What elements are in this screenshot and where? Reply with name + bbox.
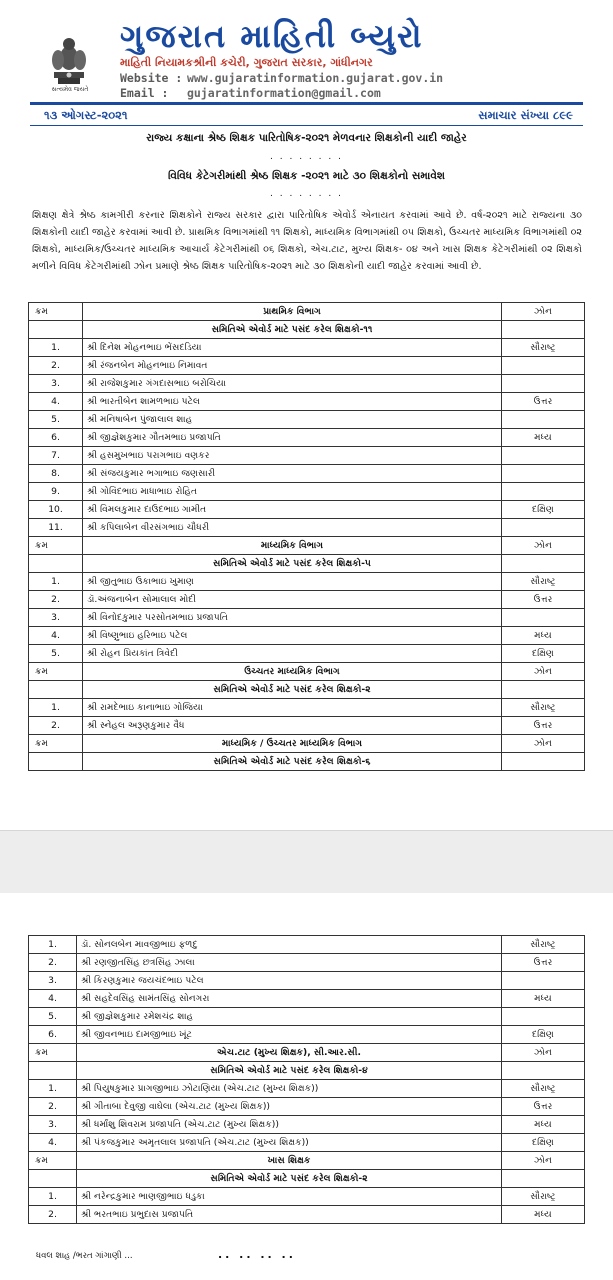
footer-signature: ધવલ શાહ /ભરત ગાંગાણી ...: [36, 1251, 133, 1261]
email-line: [120, 86, 381, 100]
header-rule-bottom: [30, 125, 583, 126]
teacher-name: શ્રી જીતુભાઇ ઉકાભાઇ ખુમાણ: [83, 573, 502, 591]
table-row: [29, 501, 585, 519]
blank-cell: [29, 555, 83, 573]
teacher-name: શ્રી જીવનભાઇ દામજીભાઇ ખૂંટ: [77, 1026, 502, 1044]
teacher-name: શ્રી મનિષાબેન પુંજાલાલ શાહ: [83, 411, 502, 429]
headline-main: રાજ્ય કક્ષાના શ્રેષ્ઠ શિક્ષક પારિતોષિક-૨૦૨૧ મેળવનાર શિક્ષકોની યાદી જાહેર: [146, 132, 467, 144]
email-link[interactable]: gujaratinformation@gmail.com: [186, 86, 381, 100]
row-number: 5.: [29, 645, 83, 663]
website-line: [120, 71, 443, 85]
row-number: 7.: [29, 447, 83, 465]
section-subtitle-row: [29, 681, 585, 699]
awardee-table-2: [28, 935, 585, 1224]
section-title: માધ્યમિક વિભાગ: [83, 537, 502, 555]
teacher-name: શ્રી દિનેશ મોહનભાઇ ભેંસદડિયા: [83, 339, 502, 357]
table-row: [29, 699, 585, 717]
teacher-name: શ્રી રાજેશકુમાર ગંગદાસભાઇ બરોચિયા: [83, 375, 502, 393]
release-date: ૧૩ ઓગસ્ટ-૨૦૨૧: [44, 108, 128, 122]
table-row: [29, 1116, 585, 1134]
blank-cell: [502, 555, 585, 573]
row-number: 2.: [29, 954, 77, 972]
section-title: પ્રાથમિક વિભાગ: [83, 303, 502, 321]
teacher-name: શ્રી પંકજકુમાર અમૃતલાલ પ્રજાપતિ (એચ.ટાટ (મુખ્ય શિક્ષક)): [77, 1134, 502, 1152]
release-number: સમાચાર સંખ્યા ૮૯૯: [478, 108, 573, 122]
table-row: [29, 339, 585, 357]
row-number: 9.: [29, 483, 83, 501]
website-label: Website :: [120, 71, 183, 85]
teacher-name: ડૉ.અંજનાબેન સોમાલાલ મોદી: [83, 591, 502, 609]
table-row: [29, 1026, 585, 1044]
table-row: [29, 972, 585, 990]
table-row: [29, 591, 585, 609]
zone-cell: દક્ષિણ: [502, 1134, 585, 1152]
section-title: માધ્યમિક / ઉચ્ચતર માધ્યમિક વિભાગ: [83, 735, 502, 753]
zone-cell: [502, 465, 585, 483]
zone-cell: મધ્ય: [502, 627, 585, 645]
teacher-name: શ્રી કપિલાબેન વીરસંગભાઇ ચૌધરી: [83, 519, 502, 537]
table-row: [29, 411, 585, 429]
section-title: ઉચ્ચતર માધ્યમિક વિભાગ: [83, 663, 502, 681]
zone-cell: [502, 609, 585, 627]
zone-cell: સૌરાષ્ટ્ર: [502, 699, 585, 717]
section-subtitle: સમિતિએ એવોર્ડ માટે પસંદ કરેલ શિક્ષકો-૫: [83, 555, 502, 573]
table-row: [29, 717, 585, 735]
zone-cell: ઉત્તર: [502, 393, 585, 411]
row-number: 3.: [29, 375, 83, 393]
row-number: 11.: [29, 519, 83, 537]
zone-cell: સૌરાષ્ટ્ર: [502, 1188, 585, 1206]
row-number: 4.: [29, 1134, 77, 1152]
teacher-name: શ્રી વિષ્ણુભાઇ હરિભાઇ પટેલ: [83, 627, 502, 645]
teacher-name: શ્રી સહદેવસિંહ સામંતસિંહ સોનગરા: [77, 990, 502, 1008]
zone-cell: મધ્ય: [502, 1116, 585, 1134]
table-row: [29, 447, 585, 465]
row-number: 8.: [29, 465, 83, 483]
separator-dots-2: . . . . . . . .: [270, 189, 343, 199]
table-row: [29, 429, 585, 447]
section-subtitle: સમિતિએ એવોર્ડ માટે પસંદ કરેલ શિક્ષકો-૨: [83, 681, 502, 699]
row-number: 10.: [29, 501, 83, 519]
row-number: 3.: [29, 972, 77, 990]
email-label: Email :: [120, 86, 169, 100]
column-header-no: ક્રમ: [29, 735, 83, 753]
teacher-name: શ્રી જીજ્ઞેશકુમાર રમેશચંદ્ર શાહ: [77, 1008, 502, 1026]
zone-cell: મધ્ય: [502, 990, 585, 1008]
teacher-name: શ્રી ધર્માંશુ શિવરામ પ્રજાપતિ (એચ.ટાટ (મુખ્ય શિક્ષક)): [77, 1116, 502, 1134]
column-header-no: ક્રમ: [29, 537, 83, 555]
teacher-name: શ્રી જીજ્ઞેશકુમાર ગૌતમભાઇ પ્રજાપતિ: [83, 429, 502, 447]
section-title: ખાસ શિક્ષક: [77, 1152, 502, 1170]
zone-cell: ઉત્તર: [502, 717, 585, 735]
column-header-zone: ઝોન: [502, 303, 585, 321]
table-row: [29, 393, 585, 411]
section-header-row: [29, 663, 585, 681]
section-subtitle-row: [29, 1170, 585, 1188]
section-subtitle: સમિતિએ એવોર્ડ માટે પસંદ કરેલ શિક્ષકો-૬: [83, 753, 502, 771]
section-subtitle: સમિતિએ એવોર્ડ માટે પસંદ કરેલ શિક્ષકો-૪: [77, 1062, 502, 1080]
teacher-name: શ્રી ભારતીબેન શામળભાઇ પટેલ: [83, 393, 502, 411]
zone-cell: દક્ષિણ: [502, 501, 585, 519]
section-subtitle: સમિતિએ એવોર્ડ માટે પસંદ કરેલ શિક્ષકો-૧૧: [83, 321, 502, 339]
row-number: 5.: [29, 411, 83, 429]
row-number: 5.: [29, 1008, 77, 1026]
zone-cell: ઉત્તર: [502, 591, 585, 609]
teacher-name: શ્રી ભરતભાઇ પ્રભુદાસ પ્રજાપતિ: [77, 1206, 502, 1224]
row-number: 6.: [29, 429, 83, 447]
zone-cell: સૌરાષ્ટ્ર: [502, 573, 585, 591]
teacher-name: શ્રી રામદેભાઇ કાનાભાઇ ગોજિયા: [83, 699, 502, 717]
teacher-name: શ્રી સંજયકુમાર ભગાભાઇ જણસારી: [83, 465, 502, 483]
teacher-name: શ્રી સ્નેહલ અરૂણકુમાર વૈધ: [83, 717, 502, 735]
row-number: 2.: [29, 357, 83, 375]
awardee-table-1: [28, 302, 585, 771]
zone-cell: સૌરાષ્ટ્ર: [502, 339, 585, 357]
table-row: [29, 375, 585, 393]
zone-cell: [502, 411, 585, 429]
blank-cell: [502, 1062, 585, 1080]
table-row: [29, 609, 585, 627]
row-number: 1.: [29, 573, 83, 591]
section-subtitle-row: [29, 753, 585, 771]
blank-cell: [502, 681, 585, 699]
teacher-name: શ્રી કિરણકુમાર જયચંદભાઇ પટેલ: [77, 972, 502, 990]
teacher-name: શ્રી રોહન પ્રિયકાંત ત્રિવેદી: [83, 645, 502, 663]
zone-cell: દક્ષિણ: [502, 1026, 585, 1044]
section-subtitle: સમિતિએ એવોર્ડ માટે પસંદ કરેલ શિક્ષકો-૨: [77, 1170, 502, 1188]
table-row: [29, 1098, 585, 1116]
row-number: 6.: [29, 1026, 77, 1044]
column-header-zone: ઝોન: [502, 663, 585, 681]
section-title: એચ.ટાટ (મુખ્ય શિક્ષક), સી.આર.સી.: [77, 1044, 502, 1062]
blank-cell: [502, 753, 585, 771]
row-number: 1.: [29, 1080, 77, 1098]
column-header-zone: ઝોન: [502, 537, 585, 555]
column-header-no: ક્રમ: [29, 1152, 77, 1170]
zone-cell: મધ્ય: [502, 1206, 585, 1224]
zone-cell: [502, 357, 585, 375]
zone-cell: [502, 483, 585, 501]
header-rule: [30, 102, 583, 105]
teacher-name: શ્રી ગોવિંદભાઇ માધાભાઇ રોહિત: [83, 483, 502, 501]
blank-cell: [29, 321, 83, 339]
ashoka-emblem-icon: [44, 28, 94, 92]
table-row: [29, 645, 585, 663]
table-row: [29, 1008, 585, 1026]
zone-cell: [502, 375, 585, 393]
table-row: [29, 1080, 585, 1098]
website-link[interactable]: www.gujaratinformation.gujarat.gov.in: [186, 71, 444, 85]
footer-dots: .. .. .. ..: [218, 1248, 296, 1261]
table-row: [29, 936, 585, 954]
zone-cell: [502, 972, 585, 990]
row-number: 4.: [29, 990, 77, 1008]
blank-cell: [29, 1062, 77, 1080]
row-number: 2.: [29, 591, 83, 609]
row-number: 3.: [29, 1116, 77, 1134]
table-row: [29, 465, 585, 483]
column-header-no: ક્રમ: [29, 663, 83, 681]
separator-dots: . . . . . . . .: [270, 152, 343, 162]
brand-title: ગુજરાત માહિતી બ્યુરો: [120, 17, 424, 55]
table-row: [29, 1188, 585, 1206]
row-number: 4.: [29, 627, 83, 645]
table-row: [29, 483, 585, 501]
column-header-no: ક્રમ: [29, 303, 83, 321]
section-subtitle-row: [29, 321, 585, 339]
teacher-name: શ્રી રણજીતસિંહ છત્રસિંહ ઝાલા: [77, 954, 502, 972]
intro-paragraph: શિક્ષણ ક્ષેત્રે શ્રેષ્ઠ કામગીરી કરનાર શિક્ષકોને રાજ્ય સરકાર દ્વારા પારિતોષિક એવોર્ડ એનાયત કરવામાં આવે છે. વર્ષ-૨૦૨૧ માટે રાજ્યના ૩૦ શિક્ષકોની યાદી જાહેર કરવામાં આવી છે. પ્રાથમિક વિભાગમાંથી ૧૧ શિક્ષકો, માધ્યમિક વિભાગમાંથી ૦૫ શિક્ષકો, ઉચ્ચતર માધ્યમિક વિભાગમાંથી ૦૨ શિક્ષકો, માધ્યમિક/ઉચ્ચતર માધ્યમિક આચાર્ય કેટેગરીમાંથી ૦૬ શિક્ષકો, એચ.ટાટ, મુખ્ય શિક્ષક- ૦૪ અને ખાસ શિક્ષક કેટેગરીમાંથી ૦૨ શિક્ષકો મળીને વિવિધ કેટેગરીમાંથી ઝોન પ્રમાણે શ્રેષ્ઠ શિક્ષક પારિતોષિક-૨૦૨૧ માટે ૩૦ શિક્ષકોની યાદી જાહેર કરવામાં આવી છે.: [32, 210, 582, 272]
zone-cell: દક્ષિણ: [502, 645, 585, 663]
section-header-row: [29, 537, 585, 555]
column-header-zone: ઝોન: [502, 1044, 585, 1062]
blank-cell: [502, 1170, 585, 1188]
teacher-name: ડૉ. સોનલબેન માવજીભાઇ ફળદુ: [77, 936, 502, 954]
row-number: 2.: [29, 1098, 77, 1116]
zone-cell: સૌરાષ્ટ્ર: [502, 1080, 585, 1098]
section-header-row: [29, 735, 585, 753]
teacher-name: શ્રી ગીતાબા દેવુજી વાઘેલા (એચ.ટાટ (મુખ્ય શિક્ષક)): [77, 1098, 502, 1116]
row-number: 2.: [29, 1206, 77, 1224]
blank-cell: [502, 321, 585, 339]
column-header-zone: ઝોન: [502, 1152, 585, 1170]
blank-cell: [29, 681, 83, 699]
teacher-name: શ્રી નરેન્દ્રકુમાર ભાણજીભાઇ ધડુકા: [77, 1188, 502, 1206]
headline-sub: વિવિધ કેટેગરીમાંથી શ્રેષ્ઠ શિક્ષક -૨૦૨૧ માટે ૩૦ શિક્ષકોનો સમાવેશ: [167, 170, 446, 182]
column-header-no: ક્રમ: [29, 1044, 77, 1062]
column-header-zone: ઝોન: [502, 735, 585, 753]
row-number: 1.: [29, 339, 83, 357]
zone-cell: સૌરાષ્ટ્ર: [502, 936, 585, 954]
row-number: 1.: [29, 1188, 77, 1206]
section-header-row: [29, 1152, 585, 1170]
emblem-caption: સત્યમેવ જયતે: [51, 86, 89, 93]
table-row: [29, 990, 585, 1008]
row-number: 2.: [29, 717, 83, 735]
zone-cell: [502, 1008, 585, 1026]
teacher-name: શ્રી વિનોદકુમાર પરસોતમભાઇ પ્રજાપતિ: [83, 609, 502, 627]
table-row: [29, 1134, 585, 1152]
zone-cell: ઉત્તર: [502, 954, 585, 972]
section-header-row: [29, 1044, 585, 1062]
table-row: [29, 1206, 585, 1224]
table-row: [29, 357, 585, 375]
table-row: [29, 954, 585, 972]
section-subtitle-row: [29, 555, 585, 573]
blank-cell: [29, 753, 83, 771]
office-subtitle: માહિતી નિયામકશ્રીની કચેરી, ગુજરાત સરકાર, ગાંધીનગર: [120, 56, 373, 69]
teacher-name: શ્રી રંજનબેન મોહનભાઇ નિમાવત: [83, 357, 502, 375]
row-number: 4.: [29, 393, 83, 411]
zone-cell: ઉત્તર: [502, 1098, 585, 1116]
section-header-row: [29, 303, 585, 321]
page-gap: [0, 830, 613, 894]
table-row: [29, 519, 585, 537]
teacher-name: શ્રી વિમલકુમાર દાઉદભાઇ ગામીત: [83, 501, 502, 519]
table-row: [29, 573, 585, 591]
zone-cell: મધ્ય: [502, 429, 585, 447]
teacher-name: શ્રી પિયુષકુમાર પ્રાગજીભાઇ ઝોટાણિયા (એચ.ટાટ (મુખ્ય શિક્ષક)): [77, 1080, 502, 1098]
row-number: 1.: [29, 699, 83, 717]
table-row: [29, 627, 585, 645]
blank-cell: [29, 1170, 77, 1188]
row-number: 1.: [29, 936, 77, 954]
zone-cell: [502, 447, 585, 465]
zone-cell: [502, 519, 585, 537]
row-number: 3.: [29, 609, 83, 627]
section-subtitle-row: [29, 1062, 585, 1080]
teacher-name: શ્રી હસમુખભાઇ પરાગભાઇ વણકર: [83, 447, 502, 465]
